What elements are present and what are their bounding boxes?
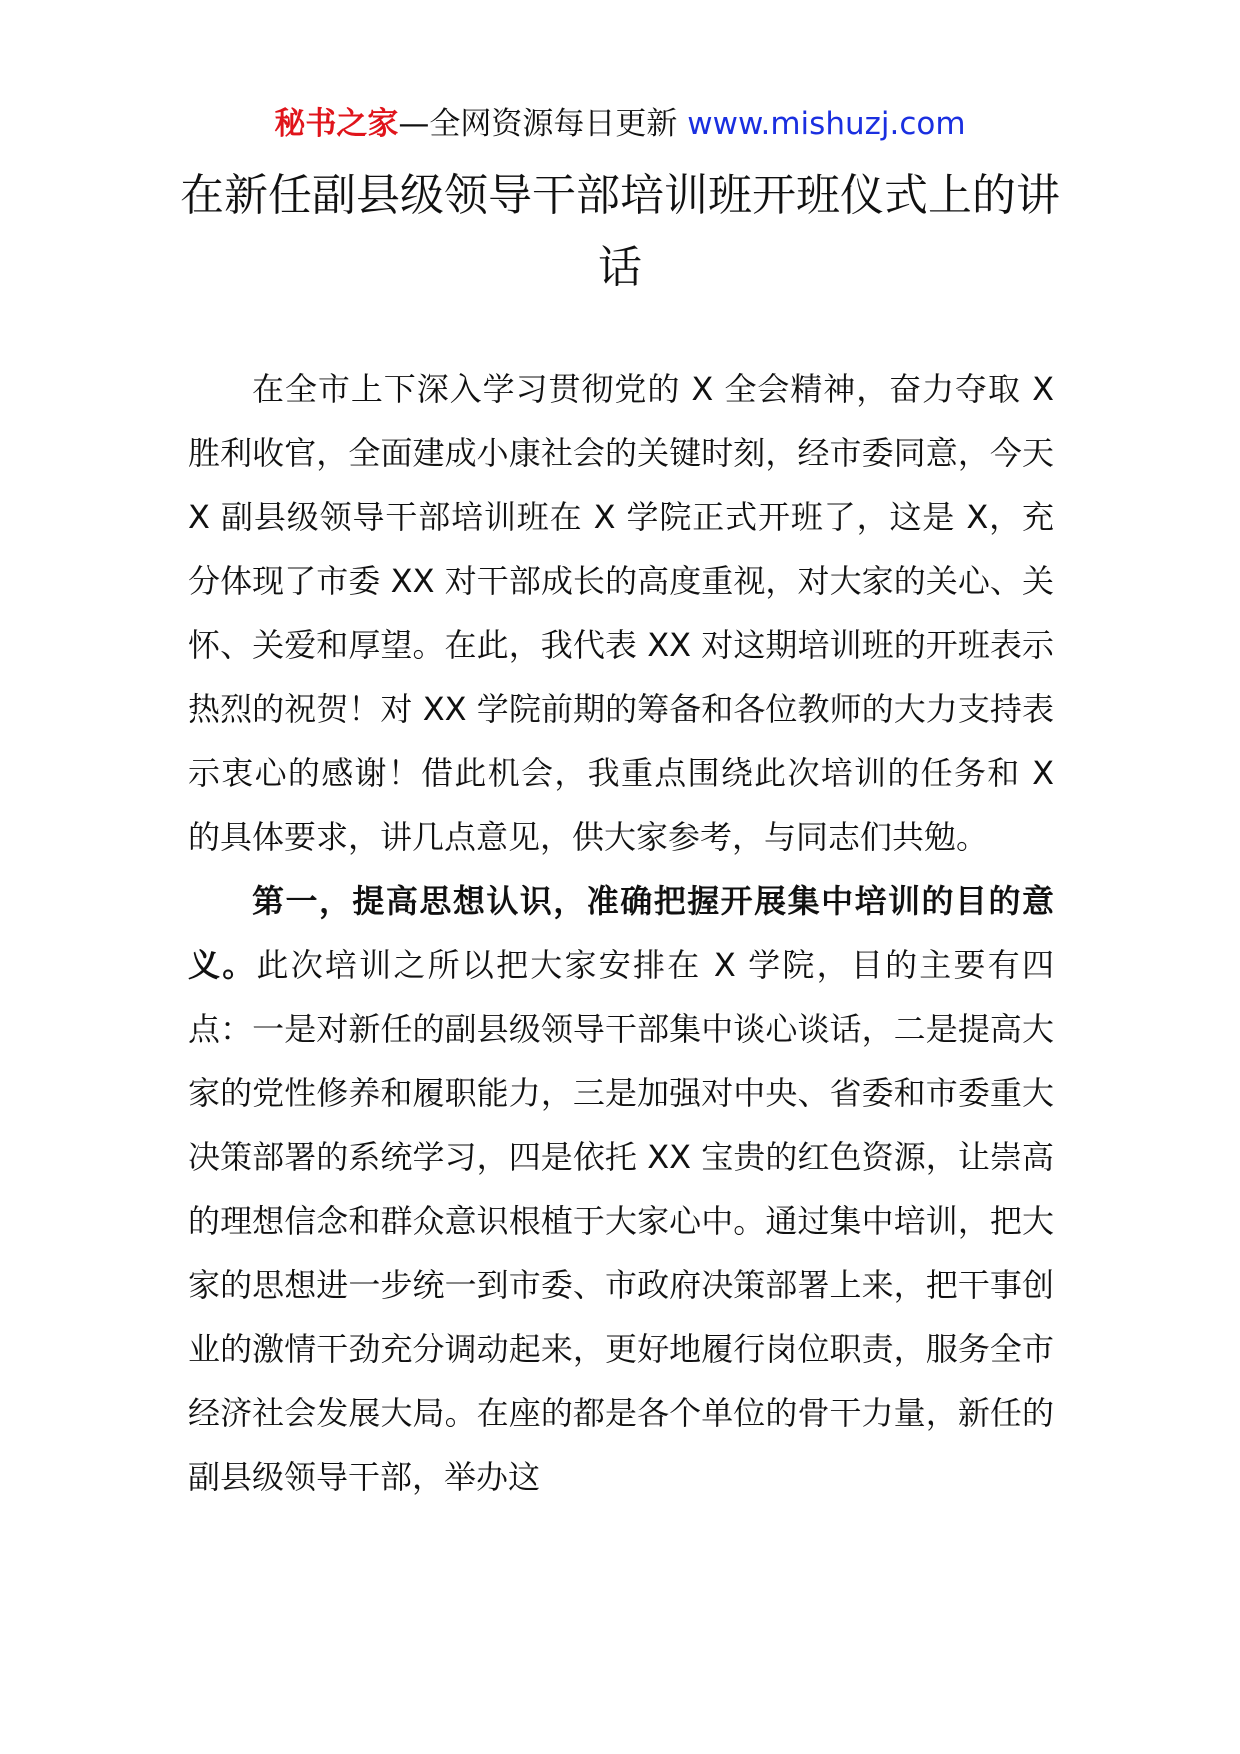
site-url-link[interactable]: www.mishuzj.com xyxy=(687,106,966,142)
paragraph-1-text: 在全市上下深入学习贯彻党的 X 全会精神，奋力夺取 X 胜利收官，全面建成小康社会的关键时刻，经市委同意，今天 X 副县级领导干部培训班在 X 学院正式开班了，这是 X，充分体现了市委 XX 对干部成长的高度重视，对大家的关心、关怀、关爱和厚望。在此，我代表 XX 对这期培训班的开班表示热烈的祝贺！对 XX 学院前期的筹备和各位教师的大力支持表示衷心的感谢！借此机会，我重点围绕此次培训的任务和 X 的具体要求，讲几点意见，供大家参考，与同志们共勉。 xyxy=(188,370,1054,856)
paragraph-2-lead: 第一，提高思想认识，准确把握开展集中培训的目的意义。 xyxy=(188,882,1054,984)
paragraph-2 xyxy=(188,869,1054,1509)
document-body xyxy=(188,357,1054,1509)
site-header xyxy=(0,102,1240,146)
paragraph-1 xyxy=(188,357,1054,869)
brand-name: 秘书之家 xyxy=(274,106,399,142)
paragraph-2-text: 此次培训之所以把大家安排在 X 学院，目的主要有四点：一是对新任的副县级领导干部集中谈心谈话，二是提高大家的党性修养和履职能力，三是加强对中央、省委和市委重大决策部署的系统学习，四是依托 XX 宝贵的红色资源，让崇高的理想信念和群众意识根植于大家心中。通过集中培训，把大家的思想进一步统一到市委、市政府决策部署上来，把干事创业的激情干劲充分调动起来，更好地履行岗位职责，服务全市经济社会发展大局。在座的都是各个单位的骨干力量，新任的副县级领导干部，举办这 xyxy=(188,946,1054,1496)
header-slogan: —全网资源每日更新 xyxy=(398,106,688,142)
document-title: 在新任副县级领导干部培训班开班仪式上的讲话 xyxy=(180,170,1060,293)
